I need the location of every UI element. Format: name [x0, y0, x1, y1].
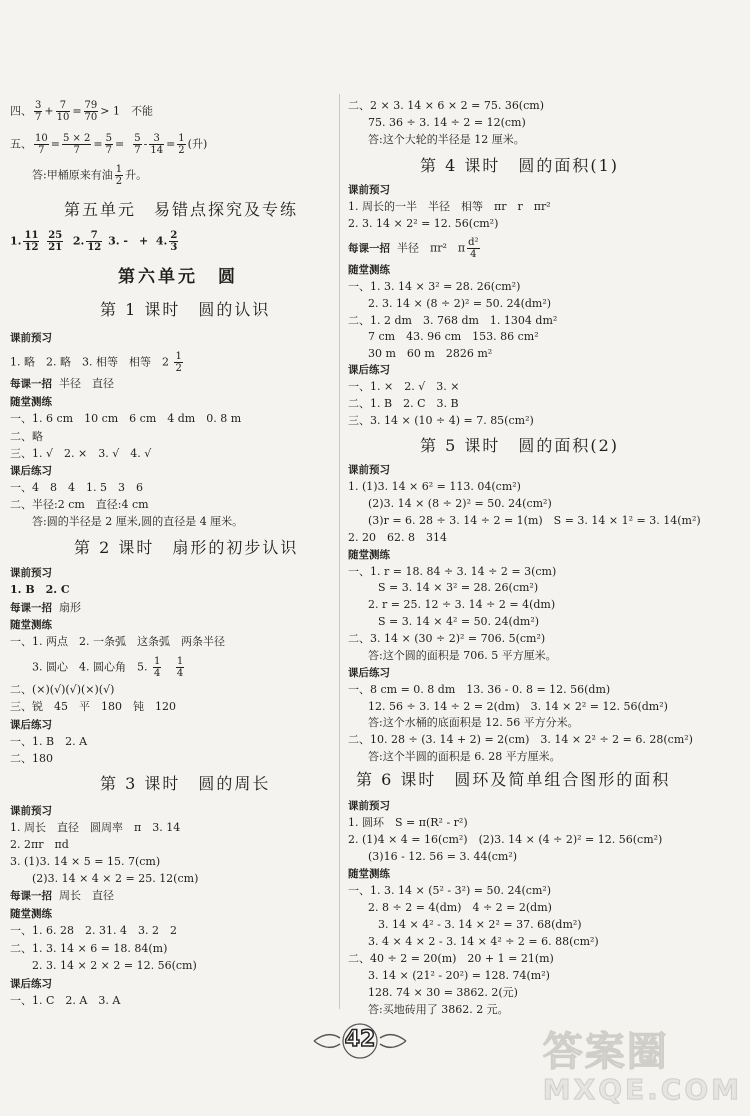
section-pre: 课前预习 [10, 332, 52, 344]
watermark-logo [543, 1030, 742, 1106]
fraction: $\frac{5 \times 2}{7}$ [62, 133, 91, 156]
section-pre: 课前预习 [348, 800, 390, 812]
lesson-5-after-5: 答:这个半圆的面积是 6. 28 平方厘米。 [368, 750, 561, 763]
lesson-6-class-3: 3. 14 × 4² - 3. 14 × 2² = 37. 68(dm²) [378, 918, 582, 931]
lesson-4-after-1: 一、1. × 2. √ 3. × [348, 380, 460, 393]
lesson-2-tip: 每课一招 扇形 [10, 601, 81, 614]
lesson-4-class-1: 一、1. 3. 14 × 3² = 28. 26(cm²) [348, 280, 521, 293]
lesson-2-class-4: 三、锐 45 平 180 钝 120 [10, 700, 176, 713]
lesson-6-pre-3: (3)16 - 12. 56 = 3. 44(cm²) [368, 850, 518, 863]
column-divider [339, 94, 340, 1009]
lesson-4-class-2: 2. 3. 14 × (8 ÷ 2)² = 50. 24(dm²) [368, 297, 552, 310]
lesson-5-pre-1: 1. (1)3. 14 × 6² = 113. 04(cm²) [348, 480, 521, 493]
fraction: $\frac{3}{14}$ [150, 133, 164, 156]
lesson-5-title: 第 5 课时 圆的面积(2) [420, 436, 620, 455]
fraction: $\frac{5}{7}$ [134, 133, 141, 156]
lesson-5-class-3: 2. r = 25. 12 ÷ 3. 14 ÷ 2 = 4(dm) [368, 598, 556, 611]
lesson-2-class-2: 3. 圆心 4. 圆心角 5. $\frac{1}{4}$ $\frac{1}{4}$ [32, 656, 184, 679]
answer-four: 四、 $\frac{3}{7}$ + $\frac{7}{10}$ = $\frac{79}{70}$ > 1 不能 [10, 100, 153, 123]
lesson-1-class-3: 三、1. √ 2. × 3. √ 4. √ [10, 447, 152, 460]
fraction: $\frac{5}{7}$ [105, 133, 113, 156]
page-number-badge [310, 1022, 410, 1060]
lesson-6-pre-2: 2. (1)4 × 4 = 16(cm²) (2)3. 14 × (4 ÷ 2)² = 12. 56(cm²) [348, 833, 663, 846]
lesson-5-after-1: 一、8 cm = 0. 8 dm 13. 36 - 0. 8 = 12. 56(dm) [348, 683, 611, 696]
lesson-6-class-4: 3. 4 × 4 × 2 - 3. 14 × 4² ÷ 2 = 6. 88(cm²) [368, 935, 599, 948]
lesson-4-title: 第 4 课时 圆的面积(1) [420, 156, 620, 175]
section-after: 课后练习 [10, 978, 52, 990]
section-class: 随堂测练 [348, 868, 390, 880]
lesson-2-pre-1: 1. B 2. C [10, 583, 70, 596]
lesson-1-after-1: 一、4 8 4 1. 5 3 6 [10, 481, 143, 494]
lesson-3-class-3: 2. 3. 14 × 2 × 2 = 12. 56(cm) [32, 959, 197, 972]
lesson-6-class-7: 128. 74 × 30 = 3862. 2(元) [368, 986, 518, 999]
section-pre: 课前预习 [10, 567, 52, 579]
section-pre: 课前预习 [348, 464, 390, 476]
lesson-5-class-4: S = 3. 14 × 4² = 50. 24(dm²) [378, 615, 540, 628]
section-class: 随堂测练 [10, 619, 52, 631]
lesson-5-after-3: 答:这个水桶的底面积是 12. 56 平方分米。 [368, 716, 579, 729]
lesson-2-after-2: 二、180 [10, 752, 53, 765]
section-after: 课后练习 [10, 465, 52, 477]
unit-five-title: 第五单元 易错点探究及专练 [64, 200, 299, 219]
section-after: 课后练习 [10, 719, 52, 731]
lesson-2-after-1: 一、1. B 2. A [10, 735, 88, 748]
lesson-3-pre-4: (2)3. 14 × 4 × 2 = 25. 12(cm) [32, 872, 199, 885]
lesson-4-pre-2: 2. 3. 14 × 2² = 12. 56(cm²) [348, 217, 499, 230]
lesson-5-after-4: 二、10. 28 ÷ (3. 14 + 2) = 2(cm) 3. 14 × 2² ÷ 2 = 6. 28(cm²) [348, 733, 693, 746]
lesson-1-after-2: 二、半径:2 cm 直径:4 cm [10, 498, 149, 511]
lesson-4-class-3: 二、1. 2 dm 3. 768 dm 1. 1304 dm² [348, 314, 558, 327]
section-class: 随堂测练 [348, 264, 390, 276]
lesson-3-class-1: 一、1. 6. 28 2. 31. 4 3. 2 2 [10, 924, 177, 937]
lesson-6-title: 第 6 课时 圆环及简单组合图形的面积 [356, 770, 671, 789]
lesson-6-pre-1: 1. 圆环 S = π(R² - r²) [348, 816, 468, 829]
section-class: 随堂测练 [10, 396, 52, 408]
lesson-6-class-6: 3. 14 × (21² - 20²) = 128. 74(m²) [368, 969, 550, 982]
lesson-1-after-3: 答:圆的半径是 2 厘米,圆的直径是 4 厘米。 [32, 515, 244, 528]
fraction: $\frac{1}{2}$ [178, 133, 185, 156]
answer-five: 五、 $\frac{10}{7}$ = $\frac{5 \times 2}{7}$ = $\frac{5}{7}$ = $\frac{5}{7}$ - $\frac{3}{14}$ = $\frac{1}{2}$ (升) [10, 133, 208, 156]
lesson-3-class-2: 二、1. 3. 14 × 6 = 18. 84(m) [10, 942, 168, 955]
right-top-2: 75. 36 ÷ 3. 14 ÷ 2 = 12(cm) [368, 116, 526, 129]
lesson-5-after-2: 12. 56 ÷ 3. 14 ÷ 2 = 2(dm) 3. 14 × 2² = 12. 56(dm²) [368, 700, 668, 713]
watermark-text: 答案圈 [542, 1029, 669, 1075]
right-top-1: 二、2 × 3. 14 × 6 × 2 = 75. 36(cm) [348, 99, 544, 112]
lesson-5-class-1: 一、1. r = 18. 84 ÷ 3. 14 ÷ 2 = 3(cm) [348, 565, 557, 578]
lesson-2-class-1: 一、1. 两点 2. 一条弧 这条弧 两条半径 [10, 635, 225, 648]
section-pre: 课前预习 [348, 184, 390, 196]
page-number: 42 [344, 1027, 376, 1052]
section-class: 随堂测练 [10, 908, 52, 920]
section-after: 课后练习 [348, 667, 390, 679]
fraction: $\frac{3}{7}$ [35, 100, 42, 123]
lesson-6-class-5: 二、40 ÷ 2 = 20(m) 20 + 1 = 21(m) [348, 952, 554, 965]
unit-six-title: 第六单元 圆 [118, 267, 238, 287]
lesson-3-tip: 每课一招 周长 直径 [10, 889, 114, 902]
lesson-4-after-3: 三、3. 14 × (10 ÷ 4) = 7. 85(cm²) [348, 414, 534, 427]
lesson-5-class-5: 二、3. 14 × (30 ÷ 2)² = 706. 5(cm²) [348, 632, 546, 645]
lesson-4-pre-1: 1. 周长的一半 半径 相等 πr r πr² [348, 200, 551, 213]
lesson-6-class-1: 一、1. 3. 14 × (5² - 3²) = 50. 24(cm²) [348, 884, 552, 897]
lesson-4-class-5: 30 m 60 m 2826 m² [368, 347, 493, 360]
answer-five-note: 答:甲桶原来有油 $\frac{1}{2}$ 升。 [32, 164, 148, 187]
section-class: 随堂测练 [348, 549, 390, 561]
fraction: $\frac{1}{2}$ [115, 164, 123, 187]
lesson-2-title: 第 2 课时 扇形的初步认识 [74, 538, 299, 557]
lesson-3-pre-1: 1. 周长 直径 圆周率 π 3. 14 [10, 821, 181, 834]
lesson-6-class-8: 答:买地砖用了 3862. 2 元。 [368, 1003, 509, 1016]
section-after: 课后练习 [348, 364, 390, 376]
lesson-5-class-6: 答:这个圆的面积是 706. 5 平方厘米。 [368, 649, 557, 662]
lesson-3-pre-2: 2. 2πr πd [10, 838, 69, 851]
label: 四、 [10, 104, 32, 118]
lesson-4-class-4: 7 cm 43. 96 cm 153. 86 cm² [368, 330, 539, 343]
lesson-6-class-2: 2. 8 ÷ 2 = 4(dm) 4 ÷ 2 = 2(dm) [368, 901, 552, 914]
lesson-1-title: 第 1 课时 圆的认识 [100, 300, 271, 319]
lesson-3-after-1: 一、1. C 2. A 3. A [10, 994, 121, 1007]
unit-five-answers: 1. $\frac{11}{12}$ $\frac{25}{21}$ 2. $\frac{7}{12}$ 3. - + 4. $\frac{2}{3}$ [10, 230, 178, 253]
lesson-1-tip: 每课一招 半径 直径 [10, 377, 114, 390]
lesson-4-after-2: 二、1. B 2. C 3. B [348, 397, 459, 410]
lesson-5-pre-4: 2. 20 62. 8 314 [348, 531, 447, 544]
lesson-1-class-1: 一、1. 6 cm 10 cm 6 cm 4 dm 0. 8 m [10, 412, 242, 425]
lesson-5-pre-2: (2)3. 14 × (8 ÷ 2)² = 50. 24(cm²) [368, 497, 552, 510]
lesson-2-class-3: 二、(×)(√)(√)(×)(√) [10, 683, 115, 696]
lesson-4-tip: 每课一招 半径 πr² π $\frac{\text{d²}}{4}$ [348, 237, 479, 260]
fraction: $\frac{7}{10}$ [56, 100, 70, 123]
watermark-url: MXQE.COM [542, 1073, 742, 1106]
lesson-5-pre-3: (3)r = 6. 28 ÷ 3. 14 ÷ 2 = 1(m) S = 3. 14 × 1² = 3. 14(m²) [368, 514, 701, 527]
fraction: $\frac{10}{7}$ [35, 133, 48, 156]
right-top-3: 答:这个大轮的半径是 12 厘米。 [368, 133, 525, 146]
lesson-1-pre-1: 1. 略 2. 略 3. 相等 相等 2 $\frac{1}{2}$ [10, 351, 182, 374]
lesson-1-class-2: 二、略 [10, 430, 43, 443]
lesson-5-class-2: S = 3. 14 × 3² = 28. 26(cm²) [378, 581, 539, 594]
lesson-3-title: 第 3 课时 圆的周长 [100, 774, 271, 793]
fraction: $\frac{79}{70}$ [84, 100, 98, 123]
section-pre: 课前预习 [10, 805, 52, 817]
lesson-3-pre-3: 3. (1)3. 14 × 5 = 15. 7(cm) [10, 855, 161, 868]
